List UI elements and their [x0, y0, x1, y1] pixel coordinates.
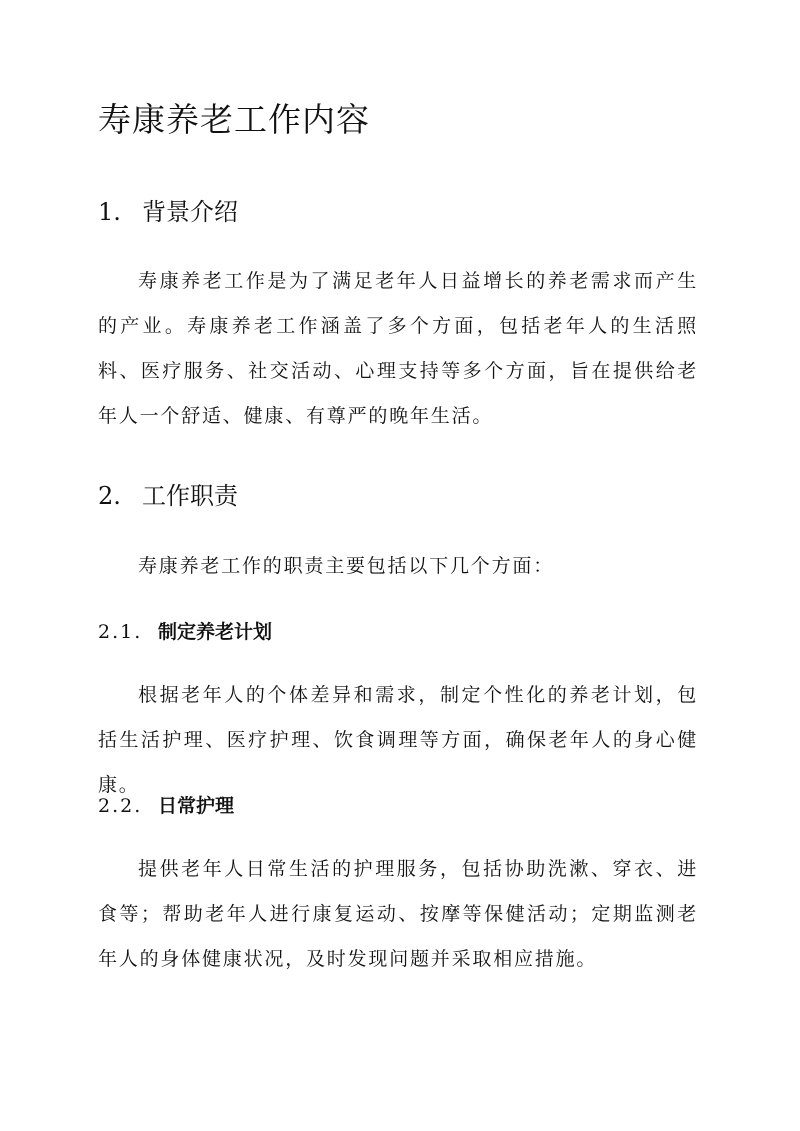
section-paragraph-background: 寿康养老工作是为了满足老年人日益增长的养老需求而产生的产业。寿康养老工作涵盖了多个方面，包括老年人的生活照料、医疗服务、社交活动、心理支持等多个方面，旨在提供给老年人一个舒适、健康、有尊严的晚年生活。	[98, 270, 698, 427]
section-paragraph-duties: 寿康养老工作的职责主要包括以下几个方面：	[138, 555, 555, 577]
section-heading-background	[98, 196, 238, 228]
section-title: 工作职责	[142, 482, 238, 510]
section-number: 1.	[98, 198, 121, 226]
section-title: 背景介绍	[142, 198, 238, 226]
subsection-number: 2.2.	[98, 795, 143, 817]
subsection-number: 2.1.	[98, 621, 143, 643]
document-title: 寿康养老工作内容	[98, 100, 370, 139]
subsection-heading-plan	[98, 618, 272, 646]
subsection-paragraph-daily-care: 提供老年人日常生活的护理服务，包括协助洗漱、穿衣、进食等；帮助老年人进行康复运动、按摩等保健活动；定期监测老年人的身体健康状况，及时发现问题并采取相应措施。	[98, 858, 698, 970]
section-number: 2.	[98, 482, 121, 510]
subsection-heading-daily-care	[98, 792, 234, 820]
subsection-title: 日常护理	[158, 795, 235, 817]
section-heading-duties	[98, 480, 238, 512]
subsection-paragraph-plan: 根据老年人的个体差异和需求，制定个性化的养老计划，包括生活护理、医疗护理、饮食调理等方面，确保老年人的身心健康。	[98, 684, 698, 796]
subsection-title: 制定养老计划	[158, 621, 273, 643]
